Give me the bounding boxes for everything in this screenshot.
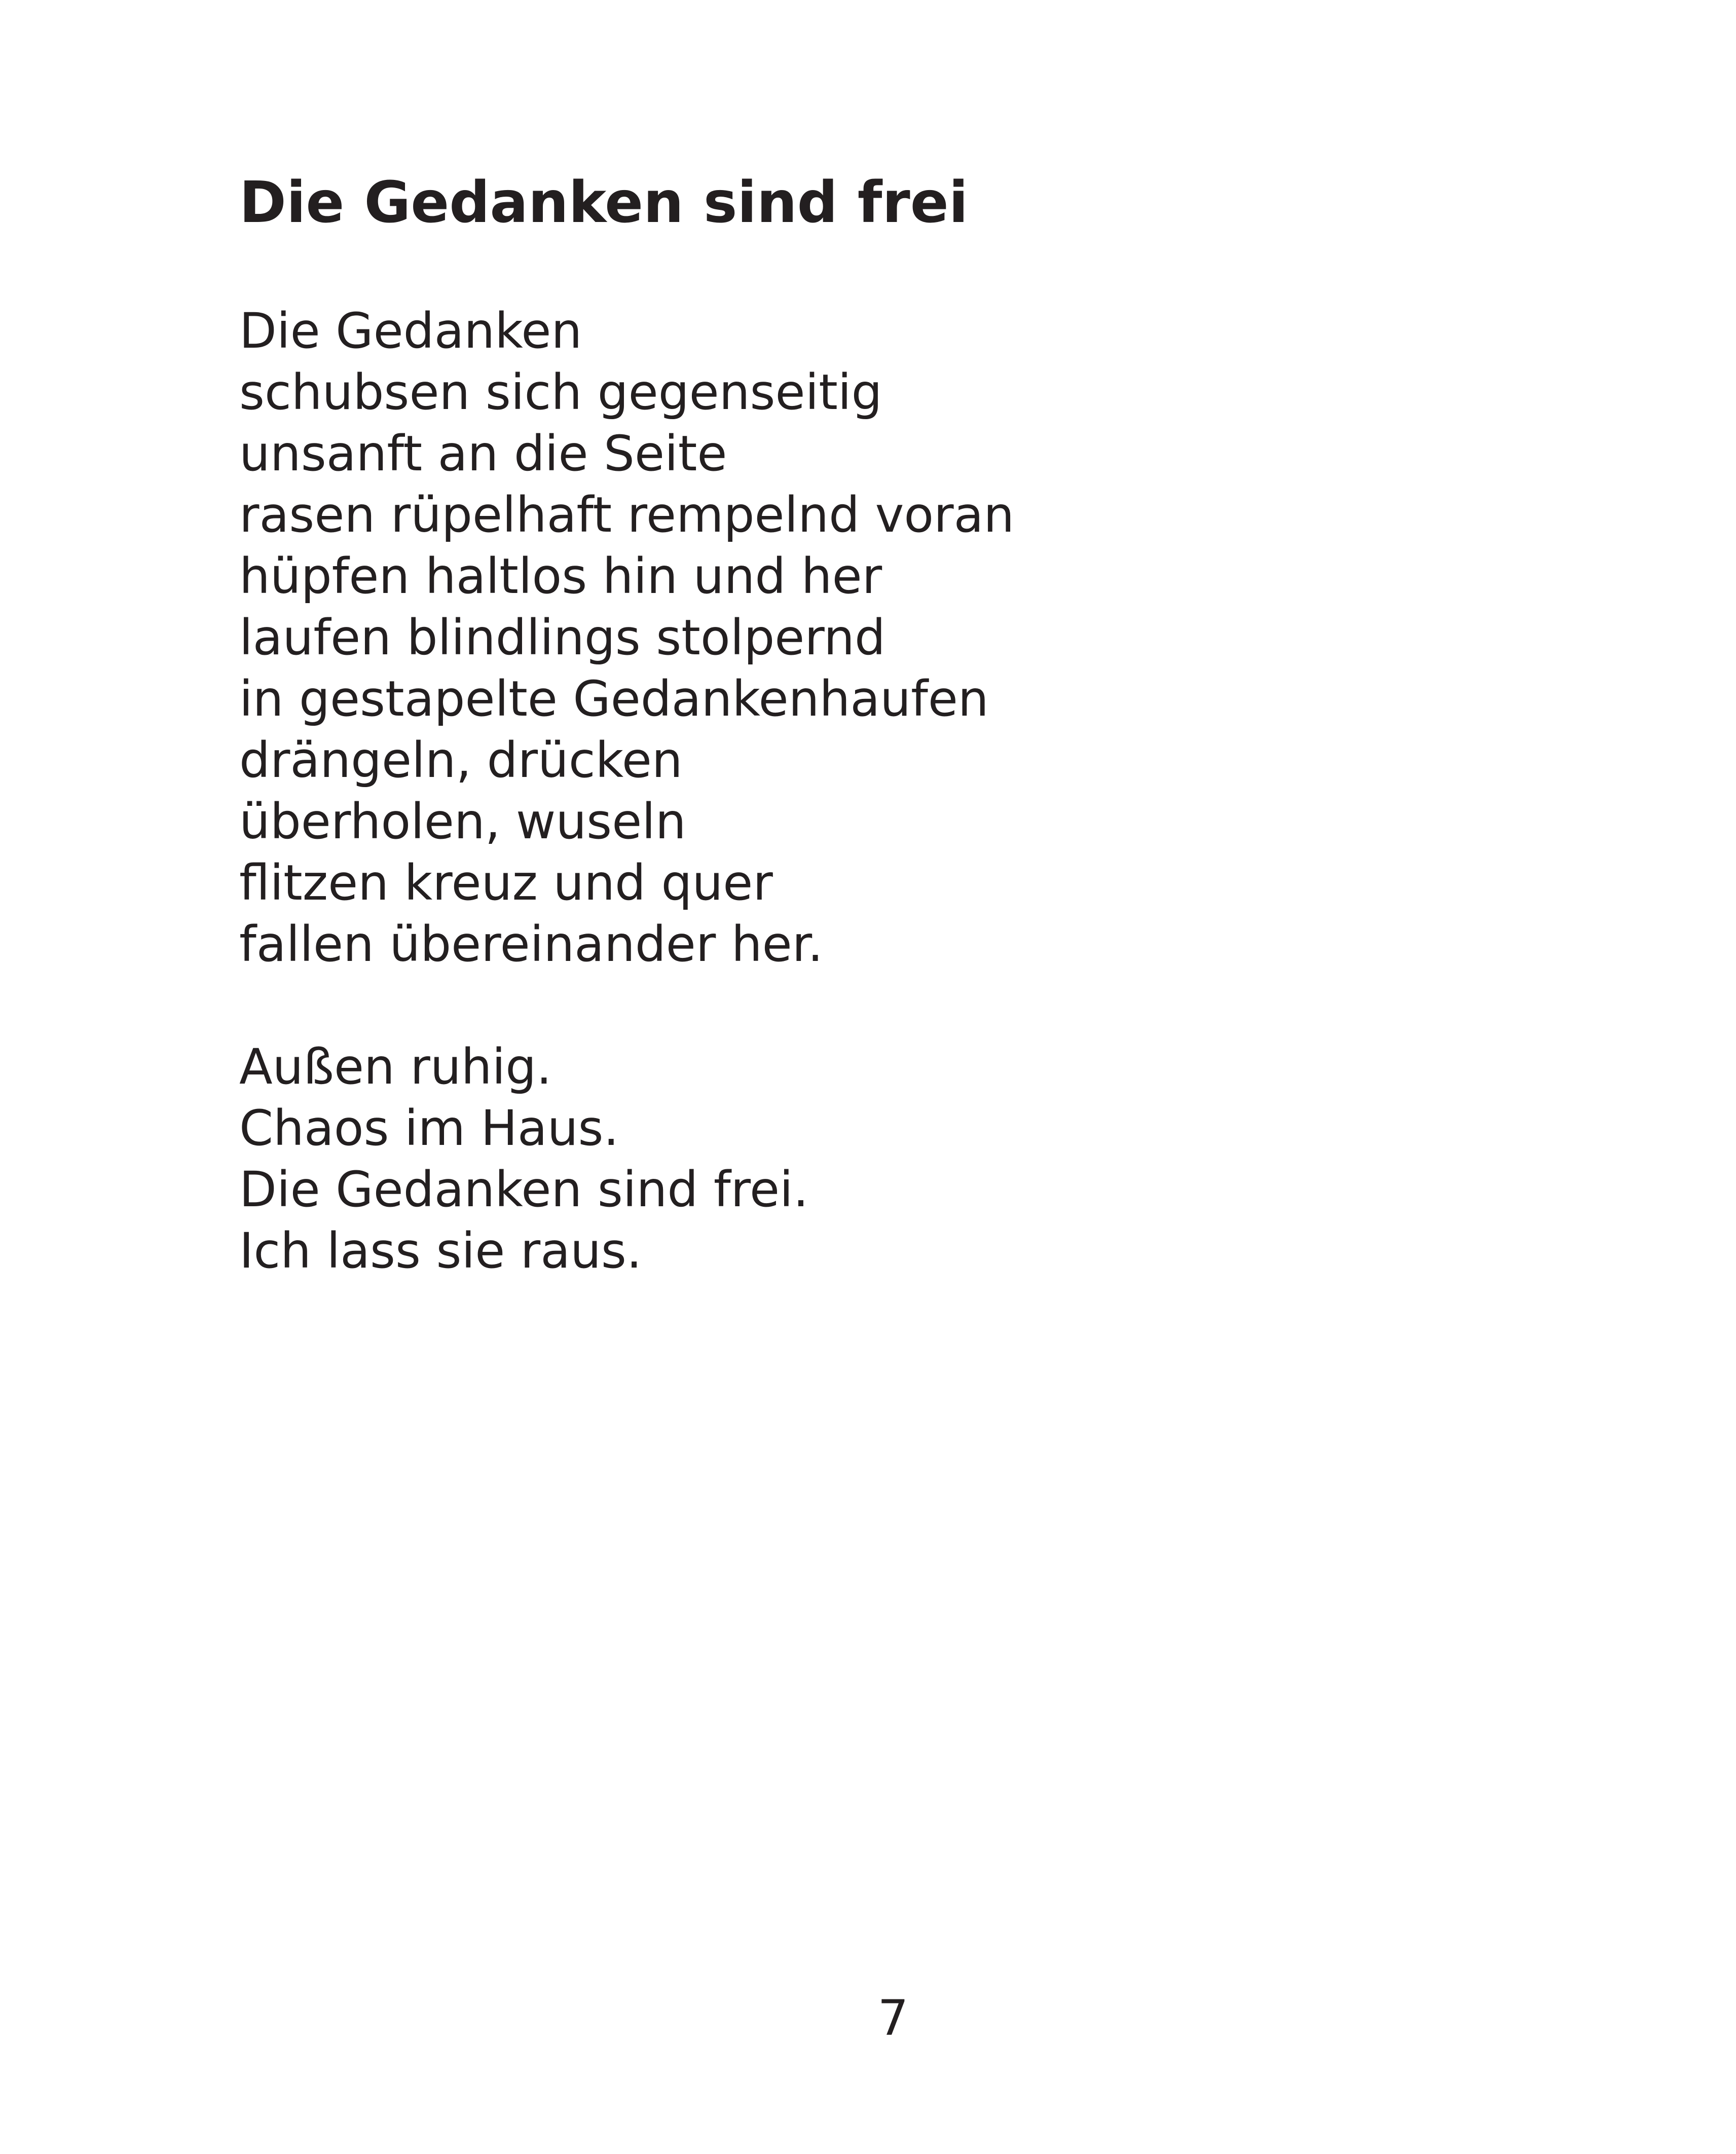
poem-line: Die Gedanken sind frei. xyxy=(239,1161,809,1218)
poem-line: unsanft an die Seite xyxy=(239,425,727,482)
poem-line: Außen ruhig. xyxy=(239,1038,552,1095)
stanza-2 xyxy=(239,1036,808,1282)
poem-line: Chaos im Haus. xyxy=(239,1100,619,1157)
poem-title: Die Gedanken sind frei xyxy=(239,170,969,236)
poem-line: Die Gedanken xyxy=(239,303,582,359)
poem-line: laufen blindlings stolpernd xyxy=(239,609,885,666)
stanza-1 xyxy=(239,301,1014,975)
poem-line: hüpfen haltlos hin und her xyxy=(239,548,882,605)
poem-line: fallen übereinander her. xyxy=(239,916,823,973)
page-number: 7 xyxy=(877,1990,909,2047)
poem-line: überholen, wuseln xyxy=(239,793,686,850)
poem-line: schubsen sich gegenseitig xyxy=(239,364,882,421)
poem-line: flitzen kreuz und quer xyxy=(239,855,773,911)
poem-line: Ich lass sie raus. xyxy=(239,1222,642,1279)
poem-line: drängeln, drücken xyxy=(239,732,683,789)
poem-line: rasen rüpelhaft rempelnd voran xyxy=(239,487,1015,543)
poem-line: in gestapelte Gedankenhaufen xyxy=(239,671,989,727)
